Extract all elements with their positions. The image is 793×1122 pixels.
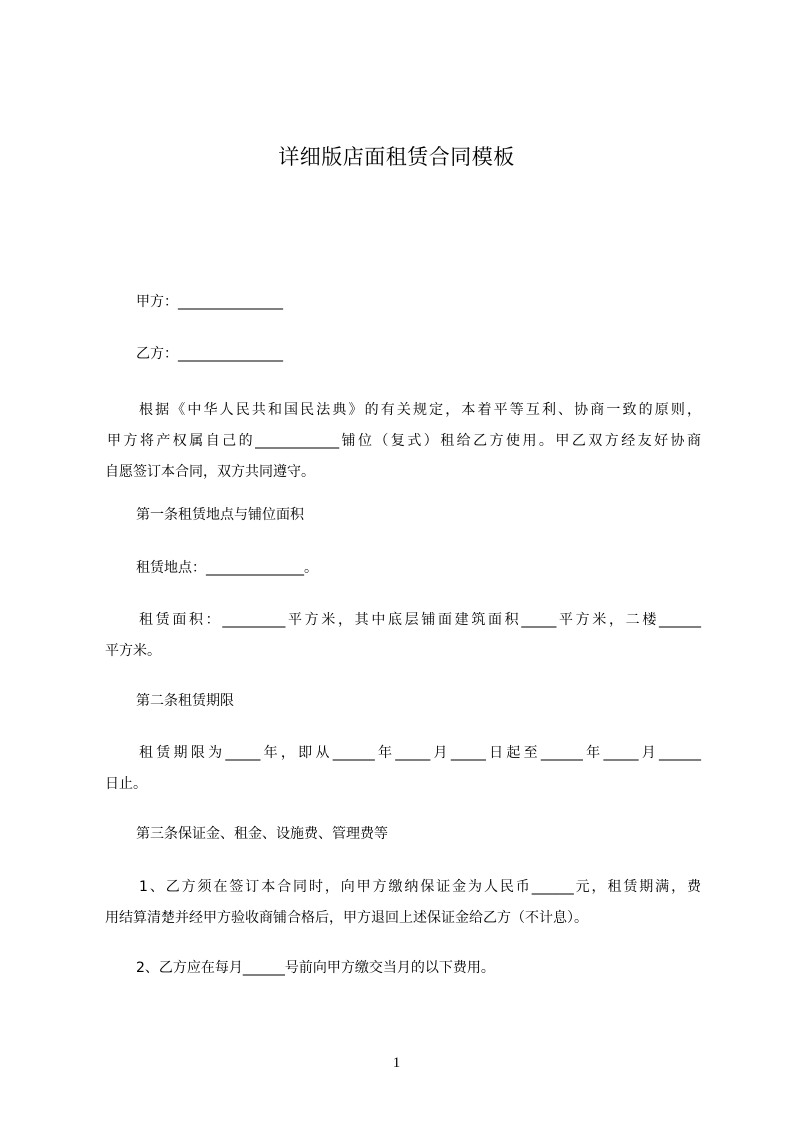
page-number: 1 bbox=[392, 1055, 401, 1071]
item-1-line: 用结算清楚并经甲方验收商铺合格后，甲方退回上述保证金给乙方（不计息）。 bbox=[105, 910, 588, 926]
article-3-item-1-paragraph bbox=[105, 872, 701, 934]
preamble-line: 根据《中华人民共和国民法典》的有关规定，本着平等互利、协商一致的原则， bbox=[139, 402, 701, 418]
area-line: 租赁面积：_________平方米，其中底层铺面建筑面积_____平方米，二楼______ bbox=[139, 612, 701, 628]
party-b-line: 乙方：_______________ bbox=[136, 346, 283, 362]
article-2-heading: 第二条租赁期限 bbox=[136, 693, 234, 709]
article-1-heading: 第一条租赁地点与铺位面积 bbox=[136, 507, 304, 523]
article-3-heading: 第三条保证金、租金、设施费、管理费等 bbox=[136, 826, 388, 842]
item-1-line: 1、乙方须在签订本合同时，向甲方缴纳保证金为人民币______元，租赁期满，费 bbox=[139, 879, 701, 895]
preamble-paragraph bbox=[105, 395, 701, 488]
article-1-location: 租赁地点：______________。 bbox=[136, 560, 318, 576]
document-title: 详细版店面租赁合同模板 bbox=[278, 145, 515, 169]
article-3-item-2: 2、乙方应在每月______号前向甲方缴交当月的以下费用。 bbox=[136, 960, 495, 976]
article-1-area-paragraph bbox=[105, 605, 701, 667]
preamble-line: 甲方将产权属自己的____________铺位（复式）租给乙方使用。甲乙双方经友好协商 bbox=[107, 433, 701, 449]
preamble-line: 自愿签订本合同，双方共同遵守。 bbox=[105, 464, 315, 480]
article-2-term-paragraph bbox=[105, 738, 701, 800]
area-line: 平方米。 bbox=[105, 643, 161, 659]
term-line: 日止。 bbox=[105, 776, 147, 792]
party-a-line: 甲方：_______________ bbox=[136, 294, 283, 310]
term-line: 租赁期限为_____年，即从______年_____月_____日起至______年_____月______ bbox=[139, 745, 701, 761]
